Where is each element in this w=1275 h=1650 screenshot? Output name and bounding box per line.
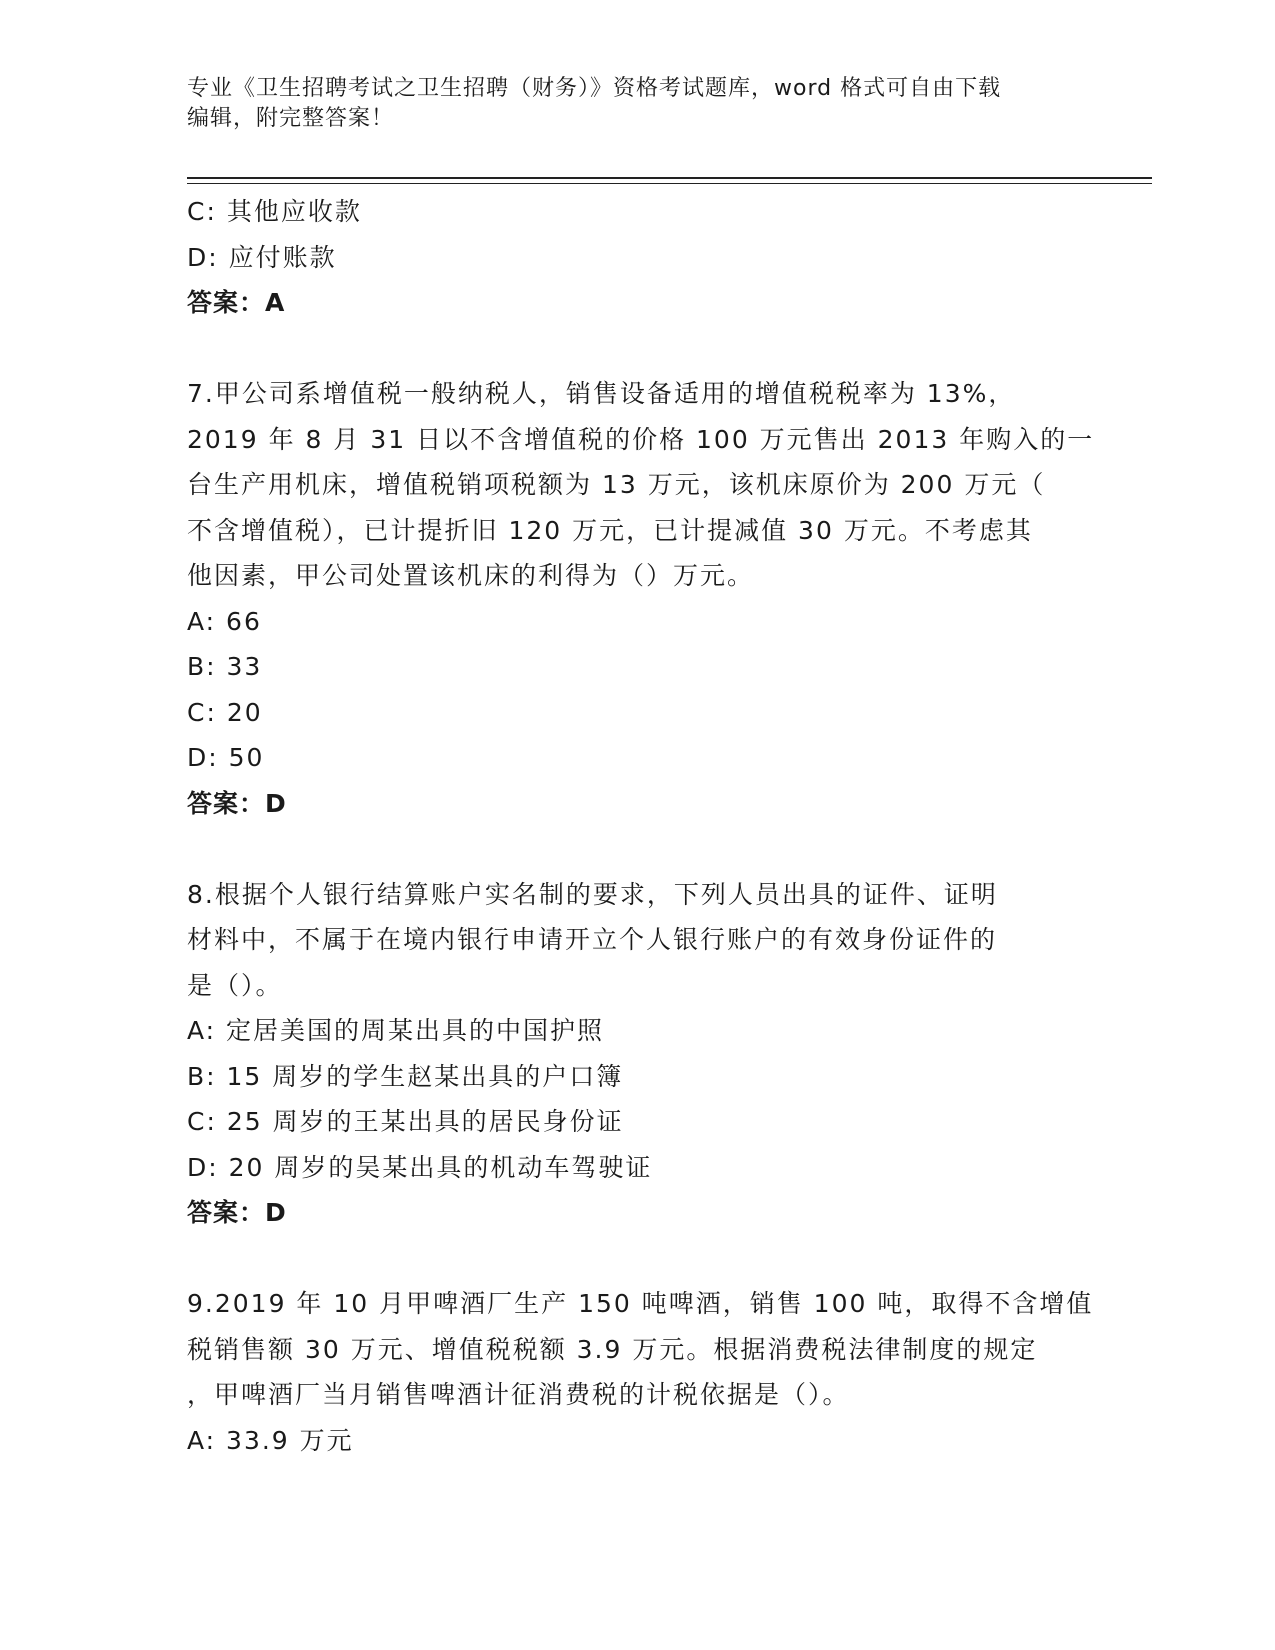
question-text-line: 2019 年 8 月 31 日以不含增值税的价格 100 万元售出 2013 年购入的一 [187, 424, 1095, 454]
page-header [187, 74, 1067, 134]
option-b: B: 33 [187, 652, 263, 681]
header-line-1: 专业《卫生招聘考试之卫生招聘（财务）》资格考试题库，word 格式可自由下载 [187, 76, 1002, 101]
question-content [187, 189, 1095, 1463]
question-text-line: 税销售额 30 万元、增值税税额 3.9 万元。根据消费税法律制度的规定 [187, 1334, 1038, 1364]
spacer [187, 326, 1087, 372]
option-a: A: 66 [187, 606, 262, 636]
question-text-line: 材料中，不属于在境内银行申请开立个人银行账户的有效身份证件的 [187, 925, 998, 954]
question-8 [187, 872, 1087, 1236]
option-c: C: 其他应收款 [187, 197, 362, 226]
question-9 [187, 1281, 1094, 1463]
spacer [187, 1236, 1087, 1282]
option-a: A: 33.9 万元 [187, 1425, 354, 1455]
option-b: B: 15 周岁的学生赵某出具的户口簿 [187, 1061, 624, 1091]
answer: 答案：A [187, 288, 286, 317]
option-c: C: 20 [187, 697, 263, 727]
question-text-line: 是（）。 [187, 970, 283, 1000]
question-7 [187, 371, 1095, 826]
option-d: D: 50 [187, 743, 265, 772]
header-line-2: 编辑，附完整答案！ [187, 106, 395, 131]
question-text-line: 台生产用机床，增值税销项税额为 13 万元，该机床原价为 200 万元（ [187, 470, 1046, 499]
question-text-line: 7.甲公司系增值税一般纳税人，销售设备适用的增值税税率为 13%， [187, 379, 1016, 408]
option-d: D: 应付账款 [187, 242, 337, 272]
question-text-line: ，甲啤酒厂当月销售啤酒计征消费税的计税依据是（）。 [187, 1380, 850, 1409]
answer: 答案：D [187, 1198, 287, 1227]
answer: 答案：D [187, 788, 287, 818]
previous-question-tail [187, 189, 1087, 326]
header-rule-thin [187, 183, 1152, 184]
option-d: D: 20 周岁的吴某出具的机动车驾驶证 [187, 1152, 653, 1182]
spacer [187, 826, 1087, 872]
question-text-line: 8.根据个人银行结算账户实名制的要求，下列人员出具的证件、证明 [187, 879, 998, 909]
question-text-line: 不含增值税），已计提折旧 120 万元，已计提减值 30 万元。不考虑其 [187, 515, 1033, 545]
question-text-line: 他因素，甲公司处置该机床的利得为（）万元。 [187, 561, 755, 590]
header-rule-thick [187, 177, 1152, 179]
option-c: C: 25 周岁的王某出具的居民身份证 [187, 1107, 624, 1136]
option-a: A: 定居美国的周某出具的中国护照 [187, 1016, 605, 1045]
question-text-line: 9.2019 年 10 月甲啤酒厂生产 150 吨啤酒，销售 100 吨，取得不含增值 [187, 1289, 1094, 1318]
